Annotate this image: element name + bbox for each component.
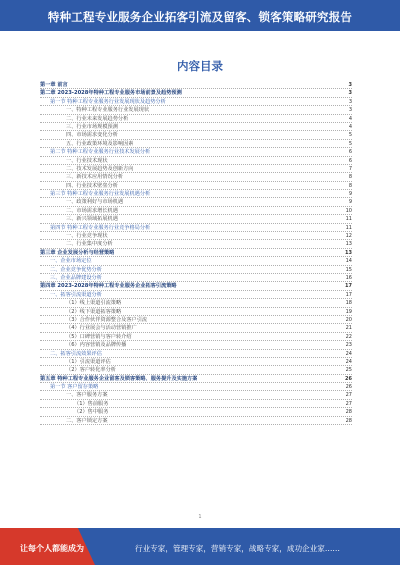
toc-entry-text: 第一节 特种工程专业服务行业发展现状及趋势分析 xyxy=(50,98,166,105)
toc-entry-text: 三、新兴领域拓展机遇 xyxy=(66,216,118,223)
toc-entry-page: 25 xyxy=(345,367,352,374)
toc-entry-text: （2）线下渠道拓客策略 xyxy=(66,308,122,315)
toc-entry-text: 二、行业未来发展趋势分析 xyxy=(66,115,129,122)
toc-entry-text: 二、拓客引流效果评估 xyxy=(50,350,102,357)
toc-entry-page: 21 xyxy=(345,325,352,332)
toc-entry[interactable] xyxy=(40,165,352,173)
toc-entry[interactable] xyxy=(40,232,352,240)
toc-entry-text: 五、行业政策环境及影响因素 xyxy=(66,140,134,147)
footer-slogan-left: 让每个人都能成为 xyxy=(20,544,84,553)
toc-entry[interactable] xyxy=(40,266,352,274)
toc-entry[interactable] xyxy=(40,148,352,156)
toc-entry-page: 24 xyxy=(345,358,352,365)
toc-entry-text: （2）客户转化率分析 xyxy=(66,367,116,374)
toc-entry[interactable] xyxy=(40,173,352,181)
toc-entry-text: 一、拓客引流渠道分析 xyxy=(50,291,102,298)
toc-entry-page: 8 xyxy=(348,174,352,181)
toc-entry[interactable] xyxy=(40,282,352,290)
toc-entry[interactable] xyxy=(40,240,352,248)
footer-bar xyxy=(0,528,400,565)
toc-entry-page: 12 xyxy=(345,233,352,240)
toc-entry-page: 26 xyxy=(345,375,352,382)
toc-entry-text: （1）售前服务 xyxy=(74,400,109,407)
toc-entry[interactable] xyxy=(40,324,352,332)
toc-entry-text: 二、市场需求增长机遇 xyxy=(66,207,118,214)
toc-entry[interactable] xyxy=(40,308,352,316)
toc-entry-page: 4 xyxy=(348,115,352,122)
toc-entry-text: 一、客户服务方案 xyxy=(66,392,108,399)
toc-heading: 内容目录 xyxy=(177,59,223,73)
toc-entry-page: 17 xyxy=(345,291,352,298)
toc-entry-text: 二、技术发展趋势及创新方向 xyxy=(66,165,134,172)
toc-entry[interactable] xyxy=(40,215,352,223)
toc-entry-page: 13 xyxy=(345,241,352,248)
toc-entry-page: 9 xyxy=(348,191,352,198)
toc-entry[interactable] xyxy=(40,291,352,299)
toc-entry[interactable] xyxy=(40,299,352,307)
toc-entry[interactable] xyxy=(40,190,352,198)
toc-entry-text: 二、企业竞争优势分析 xyxy=(50,266,102,273)
toc-entry[interactable] xyxy=(40,98,352,106)
toc-entry-text: 第二节 特种工程专业服务行业技术发展分析 xyxy=(50,149,151,156)
toc-entry[interactable] xyxy=(40,274,352,282)
toc-entry-page: 22 xyxy=(345,333,352,340)
toc-entry-page: 8 xyxy=(348,182,352,189)
toc-entry-page: 19 xyxy=(345,308,352,315)
toc-entry[interactable] xyxy=(40,198,352,206)
toc-entry[interactable] xyxy=(40,115,352,123)
toc-entry-page: 5 xyxy=(348,132,352,139)
toc-entry[interactable] xyxy=(40,400,352,408)
toc-entry-page: 3 xyxy=(348,82,352,88)
toc-entry-page: 17 xyxy=(345,283,352,290)
toc-entry[interactable] xyxy=(40,341,352,349)
toc-entry[interactable] xyxy=(40,106,352,114)
toc-entry-text: 第四节 特种工程专业服务行业竞争格局分析 xyxy=(50,224,151,231)
toc-entry[interactable] xyxy=(40,224,352,232)
toc-entry-page: 28 xyxy=(345,417,352,424)
toc-entry-page: 10 xyxy=(345,207,352,214)
toc-entry[interactable] xyxy=(40,207,352,215)
toc-entry-page: 6 xyxy=(348,149,352,156)
toc-entry[interactable] xyxy=(40,350,352,358)
toc-entry-page: 13 xyxy=(345,249,352,256)
toc-entry-page: 18 xyxy=(345,300,352,307)
toc-entry-page: 11 xyxy=(345,216,352,223)
toc-entry-page: 3 xyxy=(348,107,352,114)
toc-entry[interactable] xyxy=(40,408,352,416)
toc-entry-page: 15 xyxy=(345,266,352,273)
toc-entry-page: 28 xyxy=(345,409,352,416)
toc-entry-text: 一、政策利好与市场机遇 xyxy=(66,199,124,206)
toc-entry[interactable] xyxy=(40,333,352,341)
toc-entry-page: 3 xyxy=(348,98,352,105)
toc-entry-page: 11 xyxy=(345,224,352,231)
toc-entry-text: 第四章 2023-2028年特种工程专业服务企业拓客引流策略 xyxy=(40,283,177,290)
toc-entry[interactable] xyxy=(40,249,352,257)
toc-entry[interactable] xyxy=(40,123,352,131)
toc-entry-page: 27 xyxy=(345,392,352,399)
toc-entry-text: （1）引流渠道评估 xyxy=(66,358,111,365)
toc-entry[interactable] xyxy=(40,257,352,265)
toc-entry-page: 7 xyxy=(348,165,352,172)
toc-entry-text: 三、企业品牌建设分析 xyxy=(50,274,102,281)
toc-entry[interactable] xyxy=(40,383,352,391)
toc-entry-page: 23 xyxy=(345,342,352,349)
toc-entry-text: （2）售中服务 xyxy=(74,409,109,416)
toc-entry[interactable] xyxy=(40,140,352,148)
toc-entry-text: （4）行业展会与活动营销推广 xyxy=(66,325,137,332)
report-title: 特种工程专业服务企业拓客引流及留客、锁客策略研究报告 xyxy=(47,10,353,24)
toc-entry[interactable] xyxy=(40,375,352,383)
toc-entry-text: 三、新技术应用情况分析 xyxy=(66,174,124,181)
toc-entry[interactable] xyxy=(40,358,352,366)
toc-entry-page: 6 xyxy=(348,157,352,164)
toc-entry[interactable] xyxy=(40,131,352,139)
toc-entry-page: 9 xyxy=(348,199,352,206)
toc-entry-page: 24 xyxy=(345,350,352,357)
toc-entry[interactable] xyxy=(40,81,352,89)
page-number: 1 xyxy=(198,514,202,520)
toc-entry-page: 16 xyxy=(345,274,352,281)
toc-entry-text: 第一章 前言 xyxy=(40,82,68,88)
toc-entry-page: 14 xyxy=(345,258,352,265)
toc-entry-text: （3）合作伙伴资源整合及客户引流 xyxy=(66,316,148,323)
header-bar xyxy=(0,0,400,31)
toc-entry-text: 第五章 特种工程专业服务企业留客及锁客策略、服务提升及实施方案 xyxy=(40,375,198,382)
toc-entry[interactable] xyxy=(40,89,352,97)
toc-entry-text: 一、特种工程专业服务行业发展现状 xyxy=(66,107,150,114)
toc-entry[interactable] xyxy=(40,316,352,324)
toc-entry-text: （6）内容营销及品牌传播 xyxy=(66,342,127,349)
toc-entry[interactable] xyxy=(40,182,352,190)
toc-entry[interactable] xyxy=(40,157,352,165)
toc-entry-text: 第一节 客户留存策略 xyxy=(50,384,99,391)
toc-entry-text: 第二章 2023-2028年特种工程专业服务市场前景及趋势预测 xyxy=(40,90,182,97)
toc-entry-page: 4 xyxy=(348,123,352,130)
toc-entry[interactable] xyxy=(40,391,352,399)
toc-entry-text: （5）口碑营销与客户转介绍 xyxy=(66,333,132,340)
toc-entry-page: 5 xyxy=(348,140,352,147)
toc-entry-text: 三、行业市场规模预测 xyxy=(66,123,118,130)
toc-entry-text: 二、客户锁定方案 xyxy=(66,417,108,424)
toc-entry-page: 26 xyxy=(345,384,352,391)
toc-entry-text: 一、行业技术现状 xyxy=(66,157,108,164)
table-of-contents xyxy=(40,81,352,425)
toc-entry-text: 四、市场需求变化分析 xyxy=(66,132,118,139)
toc-entry-page: 3 xyxy=(348,90,352,97)
toc-entry-text: 第三节 特种工程专业服务行业发展机遇分析 xyxy=(50,191,151,198)
toc-entry-text: （1）线上渠道引流策略 xyxy=(66,300,122,307)
toc-entry-page: 27 xyxy=(345,400,352,407)
toc-entry-text: 四、行业技术壁垒分析 xyxy=(66,182,118,189)
toc-entry-text: 二、行业集中度分析 xyxy=(66,241,113,248)
toc-entry[interactable] xyxy=(40,366,352,374)
toc-entry-page: 20 xyxy=(345,316,352,323)
footer-slogan-right: 行业专家，管理专家，营销专家，战略专家，成功企业家…… xyxy=(135,544,341,553)
toc-entry-text: 一、企业市场定位 xyxy=(50,258,92,265)
toc-entry-text: 第三章 企业发展分析与经营策略 xyxy=(40,249,115,256)
toc-entry-text: 一、行业竞争现状 xyxy=(66,233,108,240)
toc-entry[interactable] xyxy=(40,417,352,425)
